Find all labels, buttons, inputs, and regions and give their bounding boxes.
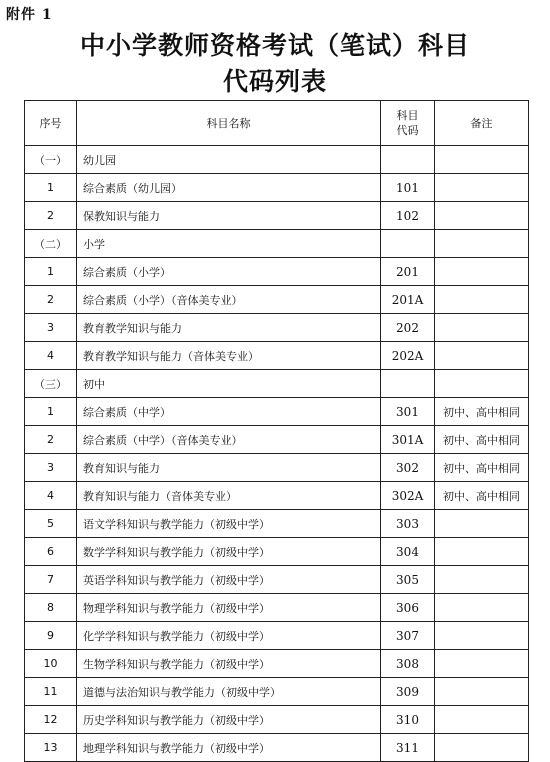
row-subject-code: [381, 146, 435, 174]
row-subject-name: 保教知识与能力: [77, 202, 381, 230]
subject-code-table: [24, 100, 529, 762]
row-subject-code: 309: [381, 678, 435, 706]
row-subject-name: 综合素质（幼儿园）: [77, 174, 381, 202]
row-subject-code: 202A: [381, 342, 435, 370]
table-header-row: [25, 101, 529, 146]
row-subject-name: 小学: [77, 230, 381, 258]
row-serial-number: （二）: [25, 230, 77, 258]
table-row: [25, 286, 529, 314]
row-subject-name: 语文学科知识与教学能力（初级中学）: [77, 510, 381, 538]
row-remarks: [435, 538, 529, 566]
row-subject-code: 310: [381, 706, 435, 734]
table-group-row: [25, 230, 529, 258]
row-subject-code: 311: [381, 734, 435, 762]
row-subject-code: 302A: [381, 482, 435, 510]
row-subject-name: 教育教学知识与能力: [77, 314, 381, 342]
row-subject-code: 308: [381, 650, 435, 678]
row-remarks: [435, 734, 529, 762]
row-remarks: [435, 286, 529, 314]
row-remarks: 初中、高中相同: [435, 426, 529, 454]
row-remarks: 初中、高中相同: [435, 482, 529, 510]
row-subject-code: [381, 230, 435, 258]
row-subject-name: 地理学科知识与教学能力（初级中学）: [77, 734, 381, 762]
row-serial-number: 3: [25, 314, 77, 342]
table-group-row: [25, 370, 529, 398]
row-subject-code: 305: [381, 566, 435, 594]
row-serial-number: 9: [25, 622, 77, 650]
row-subject-code: 302: [381, 454, 435, 482]
header-subject-code-line1: 科目: [396, 109, 419, 122]
table-body: [25, 146, 529, 762]
row-serial-number: 5: [25, 510, 77, 538]
header-serial-number: 序号: [25, 101, 77, 146]
row-subject-name: 教育知识与能力（音体美专业）: [77, 482, 381, 510]
table-row: [25, 398, 529, 426]
row-serial-number: 4: [25, 482, 77, 510]
row-serial-number: 11: [25, 678, 77, 706]
row-remarks: 初中、高中相同: [435, 398, 529, 426]
row-subject-code: 101: [381, 174, 435, 202]
table-row: [25, 510, 529, 538]
row-remarks: 初中、高中相同: [435, 454, 529, 482]
row-subject-code: 102: [381, 202, 435, 230]
table-row: [25, 594, 529, 622]
row-serial-number: 10: [25, 650, 77, 678]
table-row: [25, 202, 529, 230]
row-subject-name: 数学学科知识与教学能力（初级中学）: [77, 538, 381, 566]
row-serial-number: 2: [25, 286, 77, 314]
row-serial-number: 1: [25, 258, 77, 286]
row-remarks: [435, 594, 529, 622]
document-title: 中小学教师资格考试（笔试）科目: [79, 31, 470, 60]
row-remarks: [435, 230, 529, 258]
row-remarks: [435, 650, 529, 678]
table-row: [25, 174, 529, 202]
row-subject-name: 教育教学知识与能力（音体美专业）: [77, 342, 381, 370]
row-subject-code: 303: [381, 510, 435, 538]
row-remarks: [435, 202, 529, 230]
row-subject-name: 综合素质（小学）: [77, 258, 381, 286]
header-subject-name: 科目名称: [77, 101, 381, 146]
row-remarks: [435, 622, 529, 650]
row-serial-number: 6: [25, 538, 77, 566]
row-remarks: [435, 258, 529, 286]
table-row: [25, 734, 529, 762]
row-subject-name: 英语学科知识与教学能力（初级中学）: [77, 566, 381, 594]
table-row: [25, 482, 529, 510]
table-row: [25, 426, 529, 454]
table-row: [25, 678, 529, 706]
document-subtitle: 代码列表: [222, 67, 327, 96]
row-subject-code: 306: [381, 594, 435, 622]
row-subject-code: [381, 370, 435, 398]
header-remarks: 备注: [435, 101, 529, 146]
row-remarks: [435, 510, 529, 538]
row-serial-number: 13: [25, 734, 77, 762]
row-subject-name: 化学学科知识与教学能力（初级中学）: [77, 622, 381, 650]
row-subject-code: 301: [381, 398, 435, 426]
table-row: [25, 706, 529, 734]
row-subject-code: 201: [381, 258, 435, 286]
row-remarks: [435, 342, 529, 370]
row-subject-name: 初中: [77, 370, 381, 398]
row-serial-number: 3: [25, 454, 77, 482]
table-group-row: [25, 146, 529, 174]
row-subject-code: 307: [381, 622, 435, 650]
table-row: [25, 566, 529, 594]
row-serial-number: 1: [25, 174, 77, 202]
row-remarks: [435, 174, 529, 202]
row-subject-code: 201A: [381, 286, 435, 314]
row-subject-name: 教育知识与能力: [77, 454, 381, 482]
table-row: [25, 622, 529, 650]
row-serial-number: 2: [25, 202, 77, 230]
row-serial-number: 7: [25, 566, 77, 594]
row-subject-name: 综合素质（中学）: [77, 398, 381, 426]
row-serial-number: 4: [25, 342, 77, 370]
table-row: [25, 650, 529, 678]
row-subject-name: 幼儿园: [77, 146, 381, 174]
row-remarks: [435, 678, 529, 706]
row-serial-number: 8: [25, 594, 77, 622]
row-remarks: [435, 370, 529, 398]
table-row: [25, 454, 529, 482]
row-subject-name: 物理学科知识与教学能力（初级中学）: [77, 594, 381, 622]
row-subject-name: 综合素质（小学）（音体美专业）: [77, 286, 381, 314]
row-subject-code: 301A: [381, 426, 435, 454]
attachment-label: 附件 1: [6, 7, 53, 23]
table-row: [25, 342, 529, 370]
row-serial-number: （三）: [25, 370, 77, 398]
table-header: [25, 101, 529, 146]
row-subject-name: 道德与法治知识与教学能力（初级中学）: [77, 678, 381, 706]
row-subject-name: 生物学科知识与教学能力（初级中学）: [77, 650, 381, 678]
table-row: [25, 258, 529, 286]
row-remarks: [435, 146, 529, 174]
table-row: [25, 538, 529, 566]
row-serial-number: 1: [25, 398, 77, 426]
table-row: [25, 314, 529, 342]
row-serial-number: 2: [25, 426, 77, 454]
row-serial-number: 12: [25, 706, 77, 734]
header-subject-code: [381, 101, 435, 146]
row-subject-code: 304: [381, 538, 435, 566]
row-subject-name: 历史学科知识与教学能力（初级中学）: [77, 706, 381, 734]
row-serial-number: （一）: [25, 146, 77, 174]
row-subject-code: 202: [381, 314, 435, 342]
row-remarks: [435, 566, 529, 594]
header-subject-code-line2: 代码: [396, 124, 419, 137]
row-subject-name: 综合素质（中学）（音体美专业）: [77, 426, 381, 454]
row-remarks: [435, 314, 529, 342]
row-remarks: [435, 706, 529, 734]
